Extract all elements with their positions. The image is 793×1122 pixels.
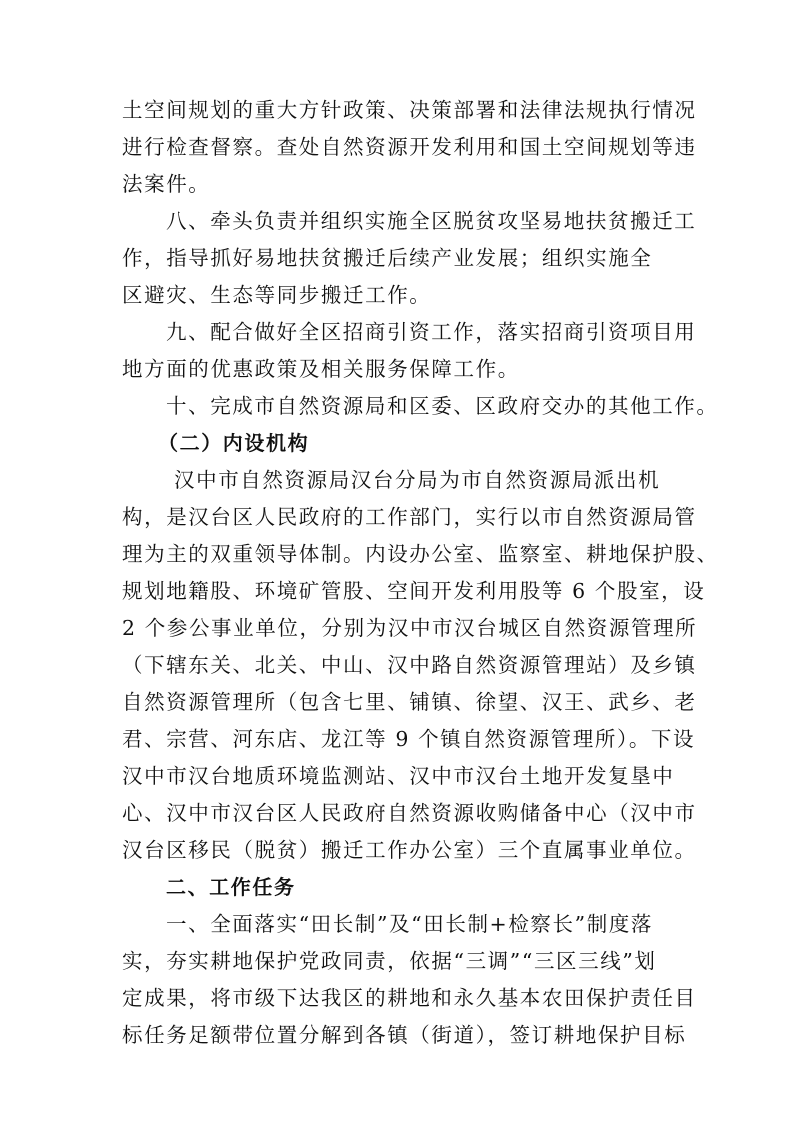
body-line: 汉中市汉台地质环境监测站、汉中市汉台土地开发复垦中 [122, 764, 675, 788]
body-line: 君、宗营、河东店、龙江等 9 个镇自然资源管理所）。下设 [122, 727, 696, 751]
body-line: 法案件。 [122, 172, 211, 196]
body-line: 地方面的优惠政策及相关服务保障工作。 [122, 357, 520, 381]
body-line: 标任务足额带位置分解到各镇（街道），签订耕地保护目标 [122, 1023, 687, 1047]
body-line: 构，是汉台区人民政府的工作部门，实行以市自然资源局管 [122, 505, 697, 529]
body-line: 实，夯实耕地保护党政同责，依据“三调”“三区三线”划 [122, 949, 657, 973]
body-line: 定成果，将市级下达我区的耕地和永久基本农田保护责任目 [122, 986, 697, 1010]
body-line: 理为主的双重领导体制。内设办公室、监察室、耕地保护股、 [122, 542, 719, 566]
body-line: （下辖东关、北关、中山、汉中路自然资源管理站）及乡镇 [122, 653, 697, 677]
body-line: 心、汉中市汉台区人民政府自然资源收购储备中心（汉中市 [122, 801, 697, 825]
item-8-paragraph: 八、牵头负责并组织实施全区脱贫攻坚易地扶贫搬迁工 [166, 209, 697, 233]
body-line: 自然资源管理所（包含七里、铺镇、徐望、汉王、武乡、老 [122, 690, 697, 714]
document-body [122, 92, 719, 1054]
task-1-paragraph: 一、全面落实“田长制”及“田长制+检察长”制度落 [166, 912, 653, 936]
body-line: 区避灾、生态等同步搬迁工作。 [122, 283, 432, 307]
section-heading-internal-bodies: （二）内设机构 [158, 431, 310, 455]
section-heading-work-tasks: 二、工作任务 [166, 875, 296, 899]
body-line: 土空间规划的重大方针政策、决策部署和法律法规执行情况 [122, 98, 697, 122]
body-line: 进行检查督察。查处自然资源开发利用和国土空间规划等违 [122, 135, 697, 159]
item-9-paragraph: 九、配合做好全区招商引资工作，落实招商引资项目用 [166, 320, 697, 344]
body-paragraph-start: 汉中市自然资源局汉台分局为市自然资源局派出机 [174, 468, 661, 492]
body-line: 汉台区移民（脱贫）搬迁工作办公室）三个直属事业单位。 [122, 838, 697, 862]
body-line: 2 个参公事业单位，分别为汉中市汉台城区自然资源管理所 [122, 616, 698, 640]
body-line: 作，指导抓好易地扶贫搬迁后续产业发展；组织实施全 [122, 246, 653, 270]
item-10-paragraph: 十、完成市自然资源局和区委、区政府交办的其他工作。 [166, 394, 719, 418]
body-line: 规划地籍股、环境矿管股、空间开发利用股等 6 个股室，设 [122, 579, 706, 603]
